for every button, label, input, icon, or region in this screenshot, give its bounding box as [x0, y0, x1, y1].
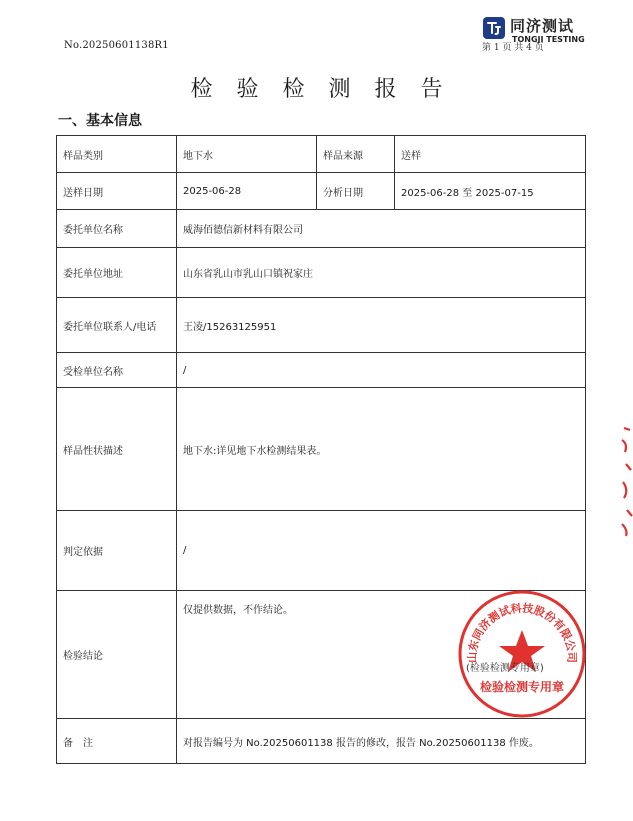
sample-description-label: 样品性状描述: [57, 388, 177, 511]
report-title: 检验检测报告: [190, 77, 467, 102]
seal-org-text: 山东同济测试科技股份有限公司: [465, 601, 579, 663]
table-row: [57, 353, 586, 388]
remark-value: 对报告编号为 No.20250601138 报告的修改，报告 No.20250601138 作废。: [177, 719, 586, 764]
inspected-unit-value: /: [177, 353, 586, 388]
tongji-logo-icon: [482, 16, 506, 40]
section-title-basic-info: 一、基本信息: [58, 113, 142, 129]
judgment-basis-label: 判定依据: [57, 511, 177, 591]
table-row: [57, 719, 586, 764]
client-name-label: 委托单位名称: [57, 210, 177, 248]
send-date-label: 送样日期: [57, 173, 177, 210]
table-row: [57, 210, 586, 248]
client-address-value: 山东省乳山市乳山口镇祝家庄: [177, 248, 586, 298]
client-name-value: 威海佰德信新材料有限公司: [177, 210, 586, 248]
page-number: 第 1 页 共 4 页: [482, 43, 544, 53]
edge-seal-fragment: [610, 420, 633, 540]
edge-seal-marks: [622, 428, 632, 536]
logo-english-name: TONGJI TESTING: [512, 35, 585, 44]
conclusion-label: 检验结论: [57, 591, 177, 719]
sample-type-label: 样品类别: [57, 136, 177, 173]
remark-label: 备 注: [57, 719, 177, 764]
table-row: [57, 511, 586, 591]
table-row: [57, 388, 586, 511]
seal-caption: (检验检测专用章): [466, 663, 544, 674]
seal-label: 检验检测专用章: [479, 680, 565, 694]
conclusion-value: 仅提供数据，不作结论。: [177, 591, 586, 719]
sample-source-value: 送样: [395, 136, 586, 173]
inspected-unit-label: 受检单位名称: [57, 353, 177, 388]
table-row: [57, 298, 586, 353]
table-row: [57, 136, 586, 173]
client-address-label: 委托单位地址: [57, 248, 177, 298]
official-seal-stamp: [456, 588, 588, 720]
sample-description-value: 地下水:详见地下水检测结果表。: [177, 388, 586, 511]
table-row: [57, 248, 586, 298]
send-date-value: 2025-06-28: [177, 173, 317, 210]
analysis-date-label: 分析日期: [317, 173, 395, 210]
sample-source-label: 样品来源: [317, 136, 395, 173]
client-contact-value: 王凌/15263125951: [177, 298, 586, 353]
logo-chinese-name: 同济测试: [510, 17, 575, 35]
analysis-date-value: 2025-06-28 至 2025-07-15: [395, 173, 586, 210]
sample-type-value: 地下水: [177, 136, 317, 173]
judgment-basis-value: /: [177, 511, 586, 591]
client-contact-label: 委托单位联系人/电话: [57, 298, 177, 353]
report-number: No.20250601138R1: [64, 40, 169, 51]
table-row: [57, 173, 586, 210]
